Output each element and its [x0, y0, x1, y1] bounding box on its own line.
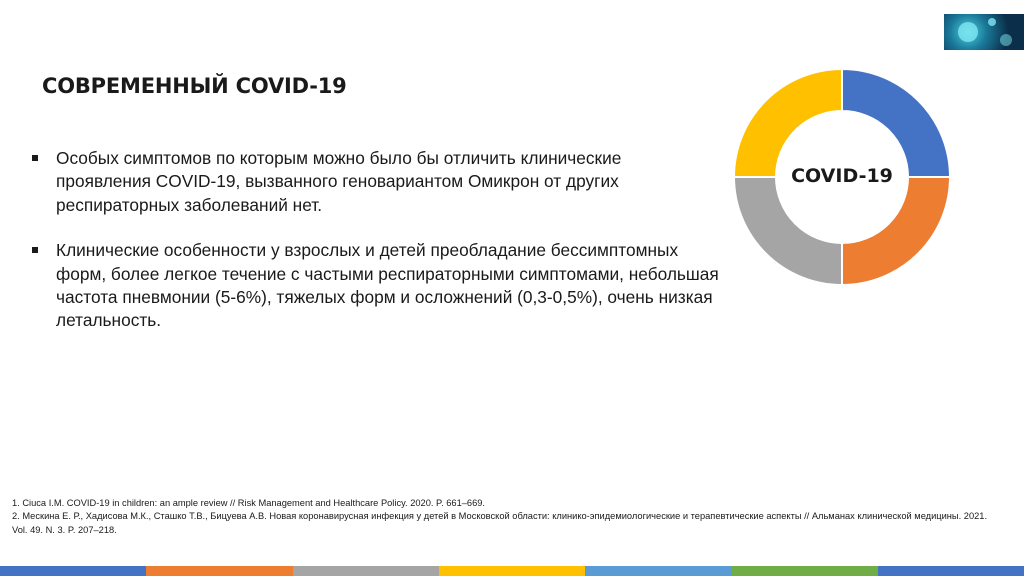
donut-center-label: COVID-19 — [791, 165, 893, 187]
references — [12, 497, 1002, 537]
bottom-bar-segment — [439, 566, 585, 576]
donut-segment — [734, 69, 842, 177]
bullet-marker-icon — [32, 155, 38, 161]
reference-item: 2. Мескина Е. Р., Хадисова М.К., Сташко Т.В., Бицуева А.В. Новая коронавирусная инфекция у детей в Московской области: клинико-эпидемиологические и терапевтические аспекты // Альманах клинической медицины. 2021. Vol. 49. N. 3. P. 207–218. — [12, 511, 988, 535]
bottom-bar-segment — [0, 566, 146, 576]
bullet-text: Клинические особенности у взрослых и детей преобладание бессимптомных форм, более легкое течение с частыми респираторными симптомами, небольшая частота пневмонии (5-6%), тяжелых форм и осложнений (0,3-0,5%), очень низкая летальность. — [56, 240, 719, 331]
bottom-bar-segment — [585, 566, 731, 576]
bottom-bar-segment — [878, 566, 1024, 576]
reference-item: 1. Ciuca I.M. COVID-19 in children: an ample review // Risk Management and Healthcare Policy. 2020. P. 661–669. — [12, 498, 486, 508]
bottom-bar-segment — [731, 566, 877, 576]
bullet-list — [30, 147, 720, 355]
donut-segment — [842, 69, 950, 177]
bottom-bar-segment — [293, 566, 439, 576]
donut-segment — [734, 177, 842, 285]
bullet-marker-icon — [32, 247, 38, 253]
virus-image-icon — [944, 14, 1024, 50]
bullet-item — [30, 147, 720, 217]
slide-title: СОВРЕМЕННЫЙ COVID-19 — [42, 74, 347, 98]
bottom-color-bar — [0, 566, 1024, 576]
bullet-item — [30, 239, 720, 333]
bottom-bar-segment — [146, 566, 292, 576]
donut-segment — [842, 177, 950, 285]
bullet-text: Особых симптомов по которым можно было бы отличить клинические проявления COVID-19, вызванного геновариантом Омикрон от других респираторных заболеваний нет. — [56, 148, 622, 215]
